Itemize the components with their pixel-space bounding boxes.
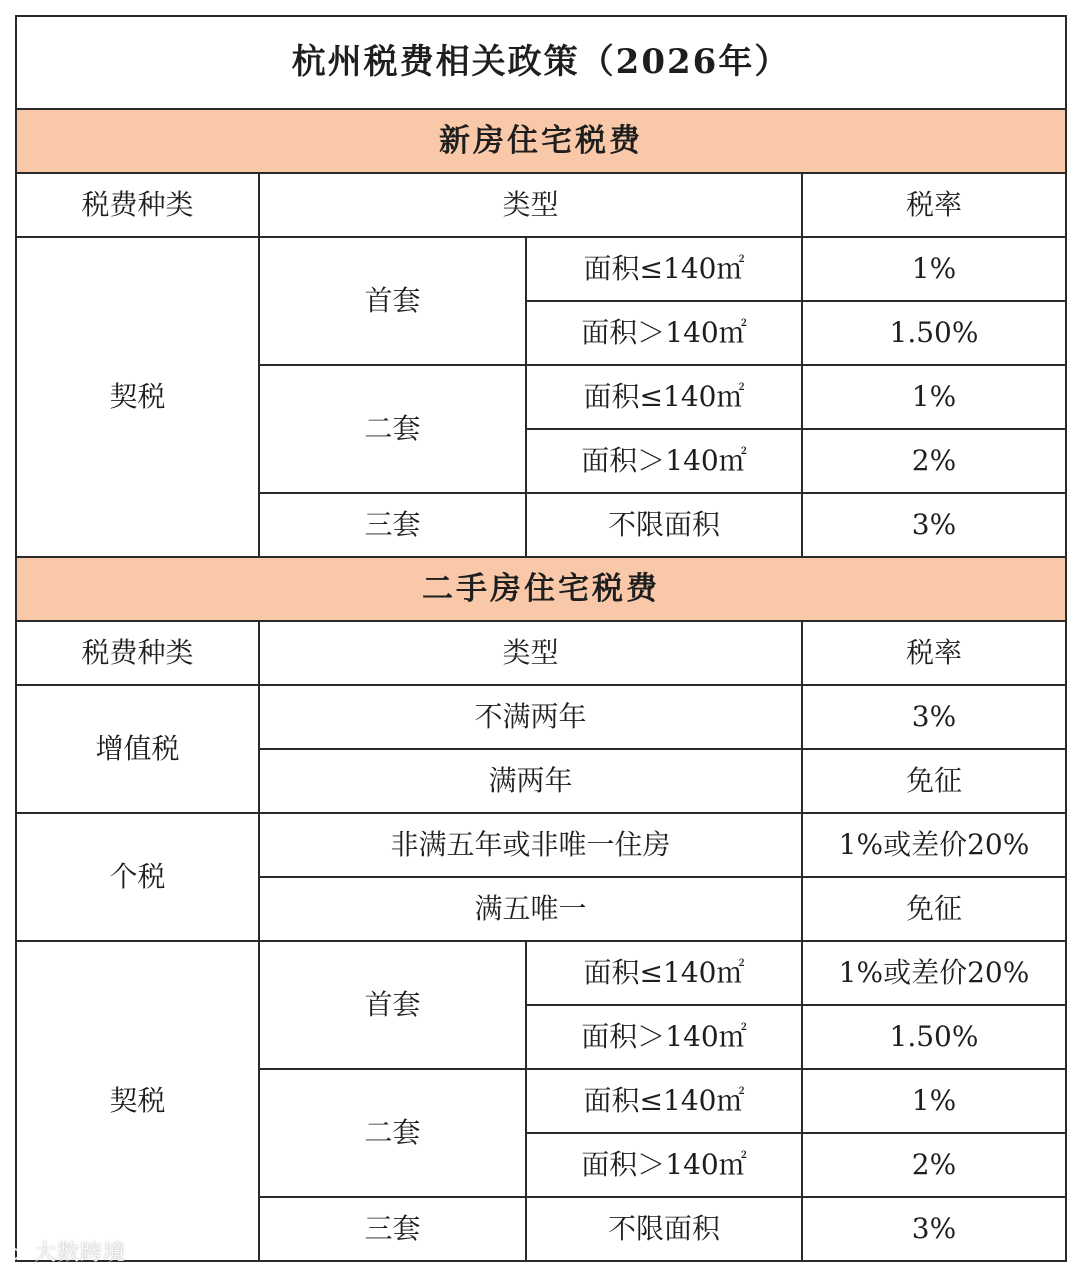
home-count-second: 二套: [259, 365, 526, 493]
column-header-row: [16, 621, 1066, 685]
holding-condition: 满两年: [259, 749, 802, 813]
home-count-first: 首套: [259, 237, 526, 365]
tax-rate: 1%或差价20%: [802, 941, 1066, 1005]
title-row: [16, 16, 1066, 109]
table-row: [16, 237, 1066, 301]
tax-rate: 免征: [802, 749, 1066, 813]
area-condition: 面积≤140㎡: [526, 237, 802, 301]
watermark-text: 大数跨境: [34, 1241, 127, 1266]
tax-policy-table: [15, 15, 1067, 1262]
tax-rate: 1.50%: [802, 301, 1066, 365]
home-count-third: 三套: [259, 493, 526, 557]
tax-name-deed: 契税: [16, 941, 259, 1261]
holding-condition: 满五唯一: [259, 877, 802, 941]
area-condition: 不限面积: [526, 493, 802, 557]
tax-rate: 1%: [802, 1069, 1066, 1133]
tax-rate: 1%或差价20%: [802, 813, 1066, 877]
tax-rate: 3%: [802, 493, 1066, 557]
area-condition: 面积＞140㎡: [526, 429, 802, 493]
section-header-second-hand: [16, 557, 1066, 621]
tax-rate: 1.50%: [802, 1005, 1066, 1069]
area-condition: 面积＞140㎡: [526, 1133, 802, 1197]
header-tax-type: 税费种类: [16, 173, 259, 237]
page-title: 杭州税费相关政策（2026年）: [16, 16, 1066, 109]
tax-rate: 3%: [802, 685, 1066, 749]
column-header-row: [16, 173, 1066, 237]
header-category: 类型: [259, 621, 802, 685]
area-condition: 面积≤140㎡: [526, 1069, 802, 1133]
tax-name-vat: 增值税: [16, 685, 259, 813]
tax-rate: 1%: [802, 237, 1066, 301]
section-title-second-hand: 二手房住宅税费: [16, 557, 1066, 621]
tax-name-deed: 契税: [16, 237, 259, 557]
table-row: [16, 941, 1066, 1005]
section-title-new-house: 新房住宅税费: [16, 109, 1066, 173]
watermark-logo-icon: [8, 1246, 30, 1262]
table-row: [16, 813, 1066, 877]
tax-rate: 免征: [802, 877, 1066, 941]
section-header-new-house: [16, 109, 1066, 173]
holding-condition: 不满两年: [259, 685, 802, 749]
header-rate: 税率: [802, 621, 1066, 685]
tax-name-income: 个税: [16, 813, 259, 941]
tax-rate: 1%: [802, 365, 1066, 429]
area-condition: 不限面积: [526, 1197, 802, 1261]
tax-rate: 3%: [802, 1197, 1066, 1261]
header-rate: 税率: [802, 173, 1066, 237]
area-condition: 面积≤140㎡: [526, 941, 802, 1005]
watermark: [8, 1236, 126, 1267]
table-row: [16, 685, 1066, 749]
area-condition: 面积＞140㎡: [526, 1005, 802, 1069]
header-tax-type: 税费种类: [16, 621, 259, 685]
tax-rate: 2%: [802, 1133, 1066, 1197]
home-count-first: 首套: [259, 941, 526, 1069]
home-count-second: 二套: [259, 1069, 526, 1197]
tax-rate: 2%: [802, 429, 1066, 493]
area-condition: 面积≤140㎡: [526, 365, 802, 429]
holding-condition: 非满五年或非唯一住房: [259, 813, 802, 877]
header-category: 类型: [259, 173, 802, 237]
home-count-third: 三套: [259, 1197, 526, 1261]
area-condition: 面积＞140㎡: [526, 301, 802, 365]
